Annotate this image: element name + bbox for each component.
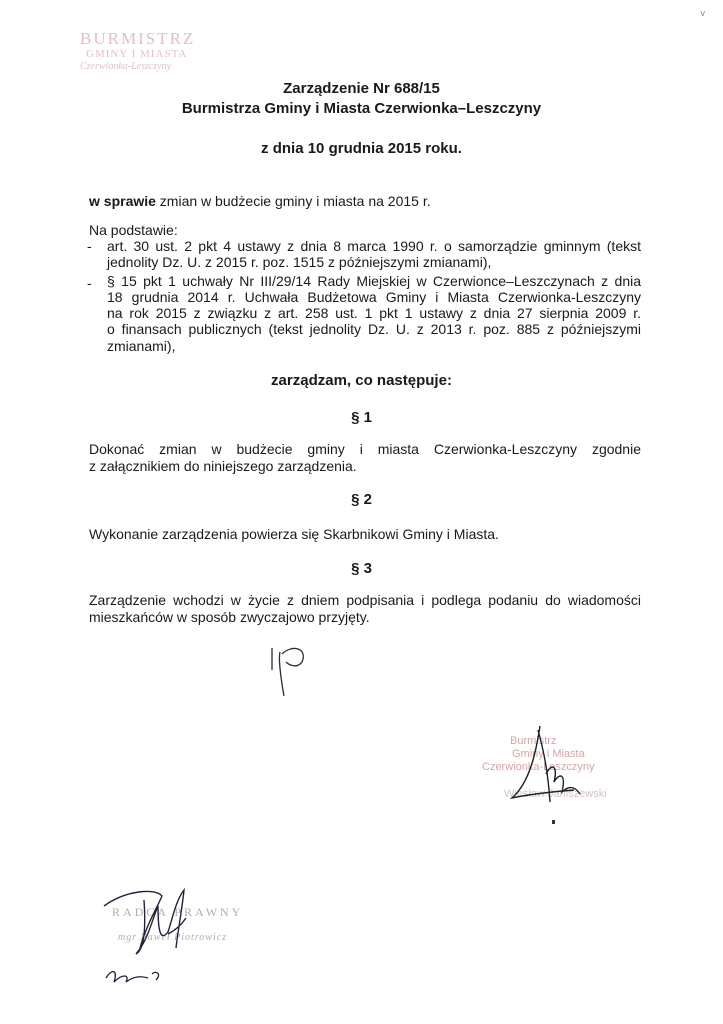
basis-bullet-2: - [87, 275, 92, 291]
section-3-heading: § 3 [351, 560, 372, 577]
header-stamp [80, 30, 250, 73]
mayor-stamp-line4: Wiesław Janiszewski [504, 788, 607, 800]
legal-stamp-line1: RADCA PRAWNY [112, 905, 244, 919]
basis-item-1-line2: jednolity Dz. U. z 2015 r. poz. 1515 z późniejszymi zmianami), [107, 254, 492, 270]
document-title: Zarządzenie Nr 688/15 [283, 80, 440, 97]
subject-line [89, 193, 431, 209]
mayor-stamp-line1: Burmistrz [510, 735, 557, 747]
section-1-heading: § 1 [351, 409, 372, 426]
header-stamp-line3: Czerwionka-Leszczyny [80, 61, 172, 72]
basis-item-1-line1: art. 30 ust. 2 pkt 4 ustawy z dnia 8 marca 1990 r. o samorządzie gminnym (tekst [107, 238, 641, 254]
section-2-heading: § 2 [351, 491, 372, 508]
basis-item-2-line5: zmianami), [107, 338, 176, 354]
mayor-signature [500, 722, 600, 812]
document-date: z dnia 10 grudnia 2015 roku. [261, 140, 462, 157]
section-1-line1: Dokonać zmian w budżecie gminy i miasta Czerwionka-Leszczyny zgodnie [89, 441, 641, 457]
basis-item-2-line1: § 15 pkt 1 uchwały Nr III/29/14 Rady Miejskiej w Czerwionce–Leszczynach z dnia [107, 273, 641, 289]
legal-stamp-line2: mgr Paweł Piotrowicz [118, 932, 228, 943]
section-1-line2: z załącznikiem do niniejszego zarządzenia. [89, 458, 357, 474]
section-3-line2: mieszkańców w sposób zwyczajowo przyjęty. [89, 609, 370, 625]
section-3-line1: Zarządzenie wchodzi w życie z dniem podpisania i podlega podaniu do wiadomości [89, 592, 641, 608]
decree-heading: zarządzam, co następuje: [271, 372, 452, 389]
section-2-line1: Wykonanie zarządzenia powierza się Skarbnikowi Gminy i Miasta. [89, 526, 499, 542]
corner-mark: v [700, 8, 705, 18]
basis-item-2-line4: o finansach publicznych (tekst jednolity Dz. U. z 2013 r. poz. 885 z późniejszymi [107, 321, 641, 337]
header-stamp-line2: GMINY I MIASTA [86, 48, 188, 60]
basis-bullet-1: - [87, 238, 92, 254]
document-subtitle: Burmistrza Gminy i Miasta Czerwionka–Leszczyny [181, 100, 542, 117]
subject-text: zmian w budżecie gminy i miasta na 2015 r. [155, 193, 431, 209]
basis-item-2-line2: 18 grudnia 2014 r. Uchwała Budżetowa Gminy i Miasta Czerwionka-Leszczyny [107, 289, 641, 305]
ink-dot [552, 820, 555, 824]
subject-label: w sprawie [89, 193, 156, 209]
header-stamp-line1: BURMISTRZ [80, 29, 196, 48]
mayor-stamp-line3: Czerwionka-Leszczyny [482, 761, 595, 773]
basis-label: Na podstawie: [89, 222, 178, 238]
basis-item-2-line3: na rok 2015 z związku z art. 258 ust. 1 pkt 1 ustawy z dnia 27 sierpnia 2009 r. [107, 305, 641, 321]
legal-counsel-signature [96, 870, 236, 1000]
mayor-stamp-line2: Gminy i Miasta [512, 748, 585, 760]
initials-signature [262, 640, 322, 700]
